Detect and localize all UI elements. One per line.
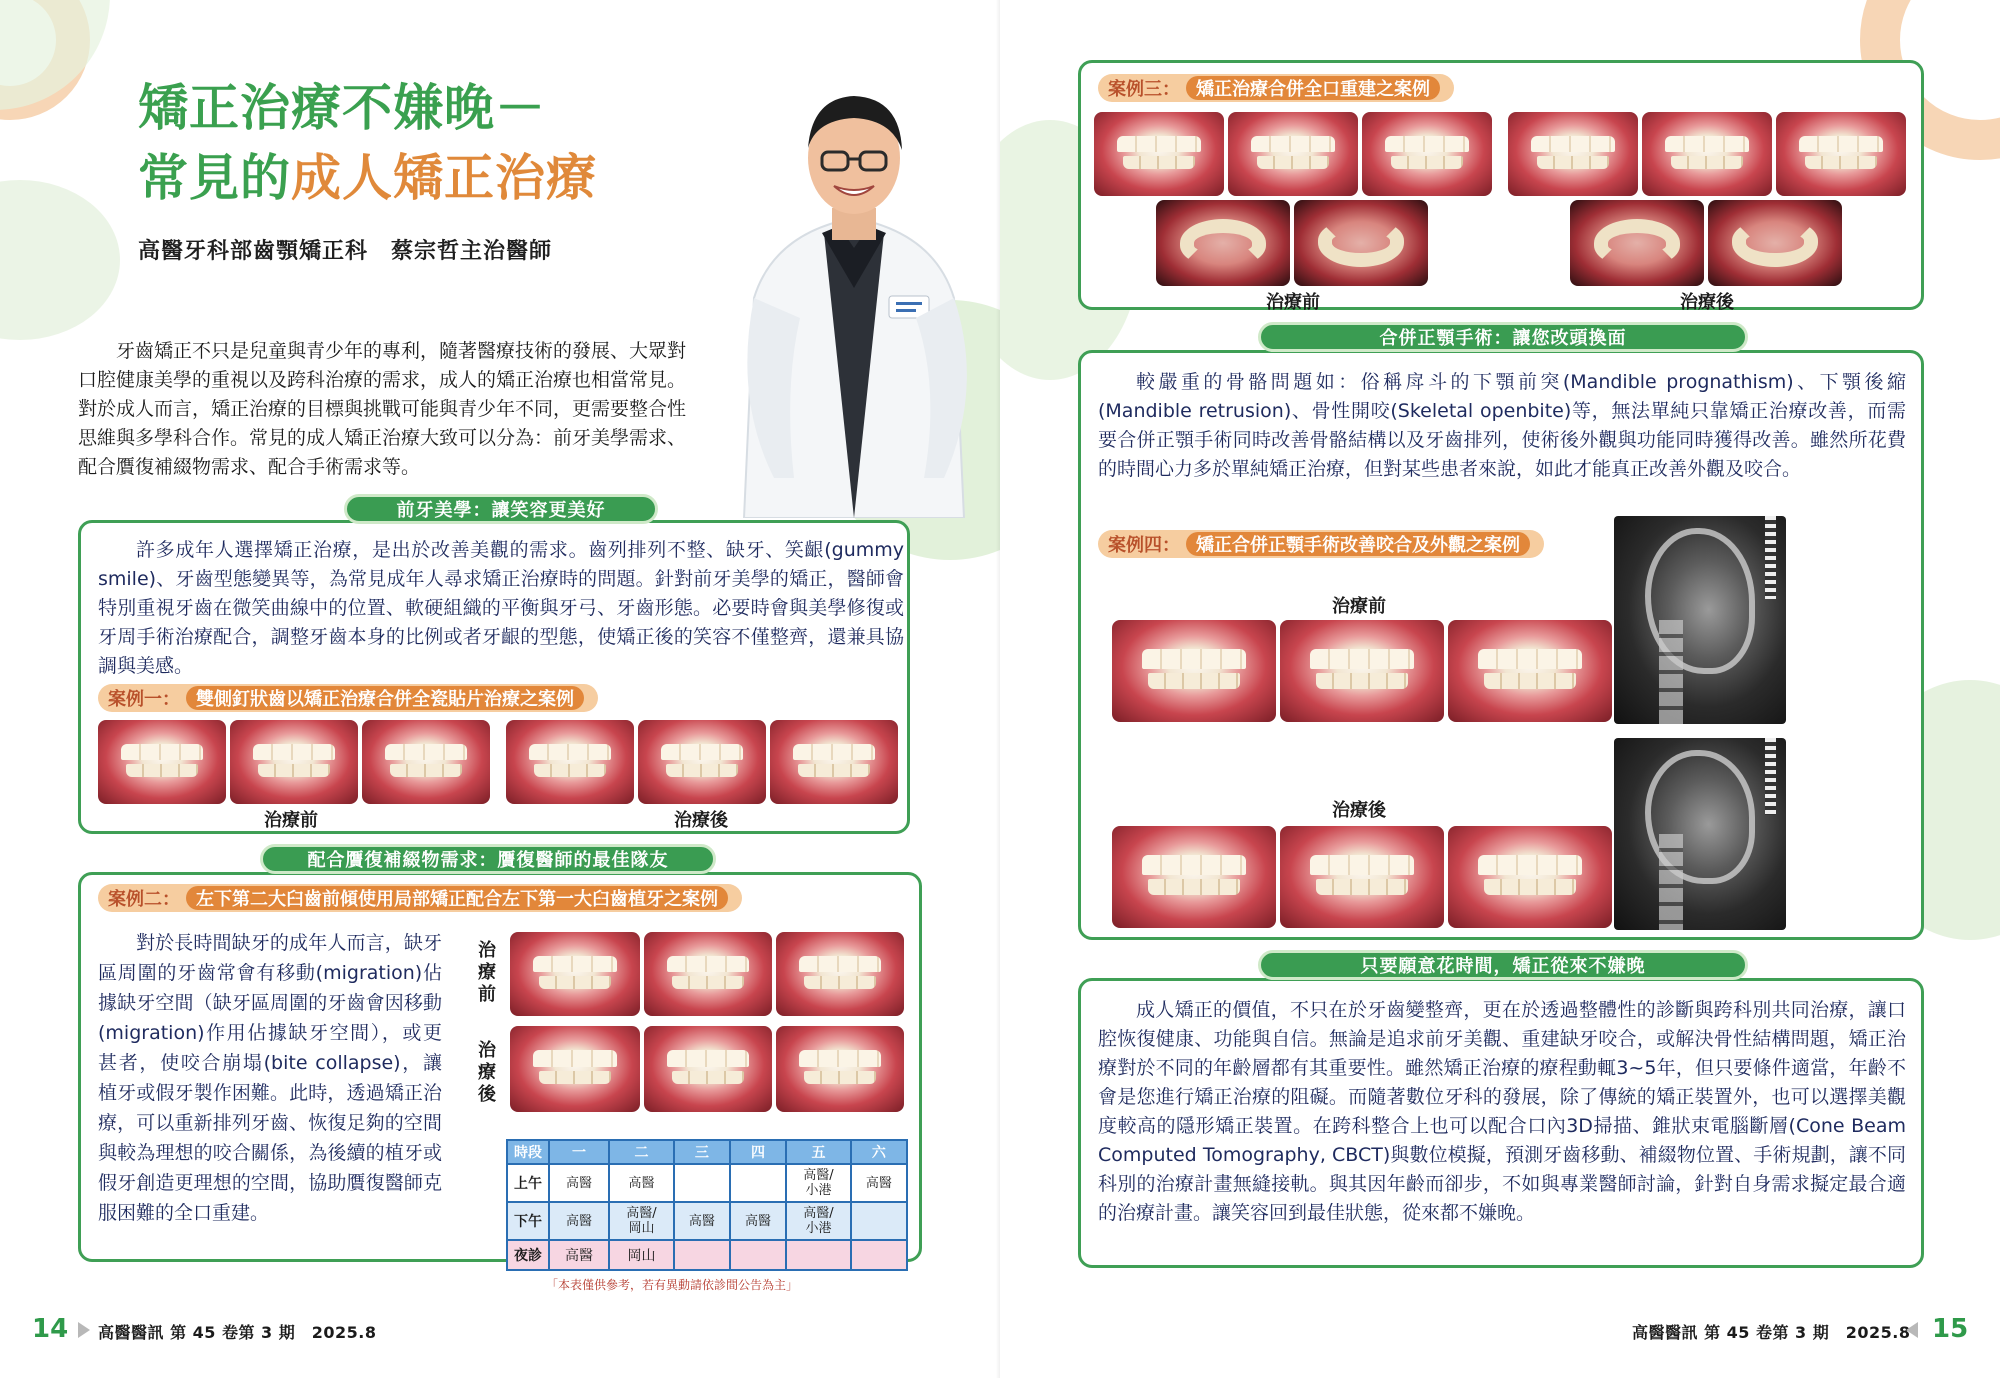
clinic-schedule-table — [506, 1139, 908, 1271]
case3-after-photo-3 — [1776, 112, 1906, 196]
case4-after-xray — [1614, 738, 1786, 930]
schedule-cell — [674, 1164, 730, 1202]
title-part-1: 常見的 — [138, 149, 291, 207]
schedule-cell: 岡山 — [609, 1240, 674, 1270]
case2-title: 左下第二大臼齒前傾使用局部矯正配合左下第一大臼齒植牙之案例 — [186, 886, 728, 910]
case1-after-caption: 治療後 — [674, 810, 728, 831]
case3-after-photo-2 — [1642, 112, 1772, 196]
arrow-right-icon — [78, 1322, 90, 1338]
schedule-row-label: 下午 — [507, 1202, 549, 1240]
case4-before-photo-1 — [1112, 620, 1276, 722]
schedule-cell: 高醫/ 小港 — [786, 1164, 851, 1202]
schedule-row-afternoon — [507, 1202, 907, 1240]
case4-after-photo-1 — [1112, 826, 1276, 928]
author-line: 高醫牙科部齒顎矯正科 蔡宗哲主治醫師 — [138, 239, 553, 264]
case3-before-upper-occlusal — [1156, 200, 1290, 286]
schedule-header: 三 — [674, 1140, 730, 1164]
schedule-row-evening — [507, 1240, 907, 1270]
case2-before-vertical-caption: 治療前 — [478, 940, 496, 1005]
section1-body: 許多成年人選擇矯正治療，是出於改善美觀的需求。齒列排列不整、缺牙、笑齦(gummy smile)、牙齒型態變異等，為常見成年人尋求矯正治療時的問題。針對前牙美學的矯正，醫師會特別重視牙齒在微笑曲線中的位置、軟硬組織的平衡與牙弓、牙齒形態。必要時會與美學修復或牙周手術治療配合，調整牙齒本身的比例或者牙齦的型態，使矯正後的笑容不僅整齊，還兼具協調與美感。 — [98, 539, 904, 677]
schedule-row-label: 夜診 — [507, 1240, 549, 1270]
section4-body: 成人矯正的價值，不只在於牙齒變整齊，更在於透過整體性的診斷與跨科別共同治療，讓口腔恢復健康、功能與自信。無論是追求前牙美觀、重建缺牙咬合，或解決骨性結構問題，矯正治療對於不同的年齡層都有其重要性。雖然矯正治療的療程動輒3~5年，但只要條件適當，年齡不會是您進行矯正治療的阻礙。而隨著數位牙科的發展，除了傳統的矯正裝置外，也可以選擇美觀度較高的隱形矯正裝置。在跨科整合上也可以配合口內3D掃描、錐狀束電腦斷層(Cone Beam Computed Tomography, CBCT)與數位模擬，預測牙齒移動、補綴物位置、手術規劃，讓不同科別的治療計畫無縫接軌。與其因年齡而卻步，不如與專業醫師討論，針對自身需求擬定最合適的治療計畫。讓笑容回到最佳狀態，從來都不嫌晚。 — [1098, 999, 1906, 1224]
case3-after-caption: 治療後 — [1680, 292, 1734, 313]
page-title-line1: 矯正治療不嫌晚－ — [138, 79, 546, 137]
case3-tag: 案例三： — [1108, 79, 1180, 100]
case4-tag: 案例四： — [1108, 535, 1180, 556]
schedule-cell — [851, 1202, 907, 1240]
section3-body: 較嚴重的骨骼問題如：俗稱戽斗的下顎前突(Mandible prognathism)、下顎後縮(Mandible retrusion)、骨性開咬(Skeletal openbite)等，無法單純只靠矯正治療改善，而需要合併正顎手術同時改善骨骼結構以及牙齒排列，使術後外觀與功能同時獲得改善。雖然所花費的時間心力多於單純矯正治療，但對某些患者來說，如此才能真正改善外觀及咬合。 — [1098, 371, 1906, 480]
schedule-cell: 高醫 — [674, 1202, 730, 1240]
case3-before-photo-1 — [1094, 112, 1224, 196]
case1-label — [98, 684, 598, 712]
schedule-cell: 高醫 — [549, 1164, 609, 1202]
case1-before-caption: 治療前 — [264, 810, 318, 831]
case4-before-xray — [1614, 516, 1786, 724]
schedule-header: 二 — [609, 1140, 674, 1164]
arrow-left-icon — [1906, 1322, 1918, 1338]
deco-circle-green-2 — [0, 180, 120, 340]
schedule-cell: 高醫 — [549, 1240, 609, 1270]
schedule-row-morning — [507, 1164, 907, 1202]
case2-before-photo-1 — [510, 932, 640, 1016]
case3-after-upper-occlusal — [1570, 200, 1704, 286]
section2-heading: 配合贋復補綴物需求：贋復醫師的最佳隊友 — [260, 844, 716, 874]
case3-before-lower-occlusal — [1294, 200, 1428, 286]
section2-body: 對於長時間缺牙的成年人而言，缺牙區周圍的牙齒常會有移動(migration)佔據缺牙空間（缺牙區周圍的牙齒會因移動(migration)作用佔據缺牙空間），或更甚者，使咬合崩塌(bite collapse)，讓植牙或假牙製作困難。此時，透過矯正治療，可以重新排列牙齒、恢復足夠的空間與較為理想的咬合關係，為後續的植牙或假牙創造更理想的空間，協助贋復醫師克服困難的全口重建。 — [98, 932, 442, 1224]
case3-after-photo-1 — [1508, 112, 1638, 196]
schedule-header: 四 — [730, 1140, 786, 1164]
case3-before-photo-2 — [1228, 112, 1358, 196]
title-part-2: 成人矯正治療 — [291, 149, 597, 207]
case3-title: 矯正治療合併全口重建之案例 — [1186, 76, 1440, 100]
case1-tag: 案例一： — [108, 689, 180, 710]
schedule-cell: 高醫 — [730, 1202, 786, 1240]
schedule-cell — [786, 1240, 851, 1270]
case1-before-photo-3 — [362, 720, 490, 804]
case4-before-photo-3 — [1448, 620, 1612, 722]
case2-tag: 案例二： — [108, 889, 180, 910]
schedule-cell — [674, 1240, 730, 1270]
case2-before-photo-3 — [776, 932, 904, 1016]
schedule-header: 五 — [786, 1140, 851, 1164]
schedule-header-row — [507, 1140, 907, 1164]
schedule-cell — [851, 1240, 907, 1270]
footer-text-left: 高醫醫訊 第 45 卷第 3 期 2025.8 — [98, 1323, 377, 1342]
page-title-line2 — [138, 138, 597, 210]
schedule-cell — [730, 1164, 786, 1202]
case4-label — [1098, 530, 1544, 558]
case1-after-photo-1 — [506, 720, 634, 804]
footer-text-right: 高醫醫訊 第 45 卷第 3 期 2025.8 — [1632, 1323, 1911, 1342]
case4-before-caption: 治療前 — [1332, 596, 1386, 617]
case1-title: 雙側釘狀齒以矯正治療合併全瓷貼片治療之案例 — [186, 686, 584, 710]
schedule-note: 「本表僅供參考，若有異動請依診間公告為主」 — [546, 1278, 799, 1292]
schedule-cell: 高醫 — [851, 1164, 907, 1202]
case4-after-photo-2 — [1280, 826, 1444, 928]
schedule-header: 六 — [851, 1140, 907, 1164]
section1-heading: 前牙美學：讓笑容更美好 — [344, 494, 658, 524]
case2-label — [98, 884, 742, 912]
case1-before-photo-1 — [98, 720, 226, 804]
schedule-header: 一 — [549, 1140, 609, 1164]
case1-after-photo-2 — [638, 720, 766, 804]
case2-after-photo-3 — [776, 1026, 904, 1112]
case2-before-photo-2 — [644, 932, 772, 1016]
case2-after-photo-2 — [644, 1026, 772, 1112]
case4-title: 矯正合併正顎手術改善咬合及外觀之案例 — [1186, 532, 1530, 556]
case1-after-photo-3 — [770, 720, 898, 804]
case4-before-photo-2 — [1280, 620, 1444, 722]
right-page — [1000, 0, 2000, 1378]
schedule-cell — [730, 1240, 786, 1270]
schedule-cell: 高醫 — [609, 1164, 674, 1202]
schedule-header: 時段 — [507, 1140, 549, 1164]
case3-before-caption: 治療前 — [1266, 292, 1320, 313]
doctor-portrait — [704, 58, 1000, 518]
case3-before-photo-3 — [1362, 112, 1492, 196]
schedule-cell: 高醫/ 小港 — [786, 1202, 851, 1240]
case2-after-vertical-caption: 治療後 — [478, 1040, 496, 1105]
intro-paragraph: 牙齒矯正不只是兒童與青少年的專利，隨著醫療技術的發展、大眾對口腔健康美學的重視以及跨科治療的需求，成人的矯正治療也相當常見。對於成人而言，矯正治療的目標與挑戰可能與青少年不同，更需要整合性思維與多學科合作。常見的成人矯正治療大致可以分為：前牙美學需求、配合贋復補綴物需求、配合手術需求等。 — [78, 340, 687, 478]
case1-before-photo-2 — [230, 720, 358, 804]
case3-label — [1098, 74, 1454, 102]
page-number-left: 14 — [32, 1314, 69, 1344]
case2-after-photo-1 — [510, 1026, 640, 1112]
section3-heading: 合併正顎手術：讓您改頭換面 — [1258, 322, 1748, 352]
section4-heading: 只要願意花時間，矯正從來不嫌晚 — [1258, 950, 1748, 980]
schedule-row-label: 上午 — [507, 1164, 549, 1202]
case4-after-photo-3 — [1448, 826, 1612, 928]
schedule-cell: 高醫 — [549, 1202, 609, 1240]
schedule-cell: 高醫/ 岡山 — [609, 1202, 674, 1240]
page-number-right: 15 — [1932, 1314, 1969, 1344]
case3-after-lower-occlusal — [1708, 200, 1842, 286]
case4-after-caption: 治療後 — [1332, 800, 1386, 821]
